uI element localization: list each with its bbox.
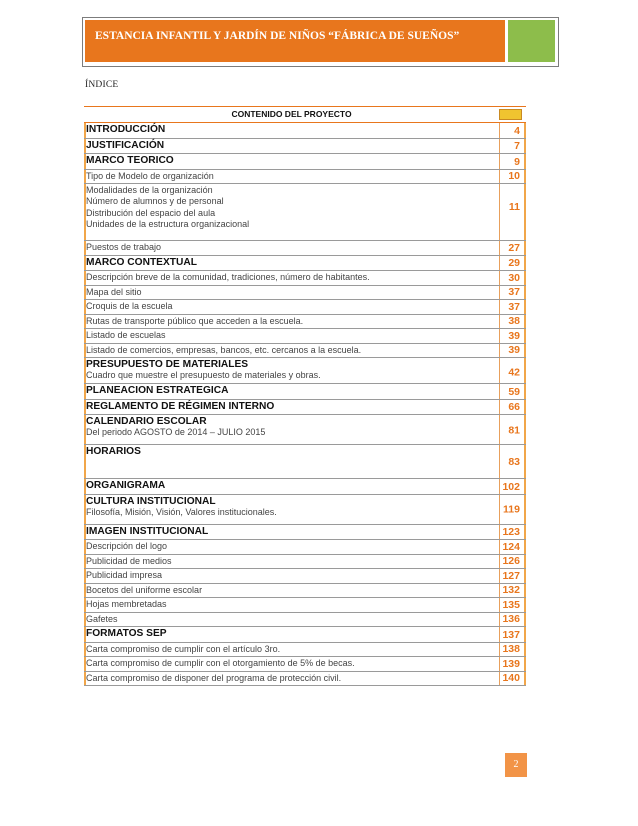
toc-row (84, 657, 526, 672)
row-divider (499, 627, 500, 642)
toc-page-number: 81 (508, 424, 520, 437)
index-title: ÍNDICE (85, 80, 119, 90)
toc-row (84, 315, 526, 330)
page-number: 2 (505, 753, 527, 777)
toc-page-number: 39 (508, 344, 520, 357)
toc-page-number: 139 (502, 657, 520, 670)
toc-entry (84, 569, 488, 581)
toc-entry-line: Tipo de Modelo de organización (86, 170, 214, 181)
toc-page-number: 59 (508, 385, 520, 398)
row-divider (499, 139, 500, 154)
toc-entry-line: Distribución del espacio del aula (86, 207, 216, 218)
toc-page-number: 27 (508, 241, 520, 254)
row-divider (499, 154, 500, 169)
toc-row (84, 329, 526, 344)
row-divider (499, 569, 500, 583)
toc-page-number: 37 (508, 286, 520, 299)
toc-entry (84, 300, 488, 312)
row-divider (499, 184, 500, 240)
toc-row (84, 584, 526, 599)
toc-page-number: 83 (508, 455, 520, 468)
toc-header-page-box (499, 109, 522, 120)
toc-page-number: 135 (502, 598, 520, 611)
toc-entry (84, 525, 488, 537)
row-divider (499, 329, 500, 343)
toc-entry-line: INTRODUCCIÓN (86, 124, 166, 135)
toc-row (84, 540, 526, 555)
toc-page-number: 127 (502, 569, 520, 582)
toc-entry-line: Carta compromiso de cumplir con el otorgamiento de 5% de becas. (86, 658, 355, 669)
toc-page-number: 136 (502, 613, 520, 626)
toc-page-number: 30 (508, 271, 520, 284)
toc-entry (84, 154, 488, 166)
row-divider (499, 286, 500, 300)
header-accent-block (508, 20, 555, 62)
toc-row (84, 256, 526, 272)
toc-page-number: 11 (508, 201, 520, 214)
toc-entry (84, 540, 488, 552)
toc-entry (84, 123, 488, 135)
row-divider (499, 613, 500, 627)
toc-entry (84, 384, 488, 396)
row-divider (499, 358, 500, 383)
toc-entry (84, 271, 488, 283)
toc-page-number: 123 (502, 526, 520, 539)
toc-entry (84, 170, 488, 182)
toc-entry-line: Filosofía, Misión, Visión, Valores institucionales. (86, 506, 277, 517)
toc-entry (84, 358, 488, 381)
toc-page-number: 29 (508, 257, 520, 270)
toc-entry-line: Unidades de la estructura organizacional (86, 218, 250, 229)
document-header-title: ESTANCIA INFANTIL Y JARDÍN DE NIÑOS “FÁBRICA DE SUEÑOS” (85, 20, 505, 62)
toc-entry-line: Del periodo AGOSTO de 2014 – JULIO 2015 (86, 427, 266, 438)
toc-row (84, 286, 526, 301)
toc-page-number: 4 (514, 124, 520, 137)
row-divider (499, 643, 500, 657)
toc-entry-line: Rutas de transporte público que acceden a la escuela. (86, 315, 304, 326)
toc-row (84, 139, 526, 155)
row-divider (499, 657, 500, 671)
row-divider (499, 271, 500, 285)
toc-entry-line: FORMATOS SEP (86, 628, 167, 640)
toc-entry-line: Listado de escuelas (86, 330, 166, 341)
toc-entry-line: IMAGEN INSTITUCIONAL (86, 525, 209, 537)
toc-entry-line: ORGANIGRAMA (86, 480, 166, 492)
row-divider (499, 241, 500, 255)
toc-entry (84, 613, 488, 625)
toc-entry-line: Croquis de la escuela (86, 301, 173, 312)
toc-page-number: 140 (502, 672, 520, 685)
toc-entry-line: Mapa del sitio (86, 286, 142, 297)
row-divider (499, 415, 500, 444)
toc-row (84, 271, 526, 286)
toc-entry (84, 627, 488, 639)
toc-row (84, 627, 526, 643)
toc-entry-line: Gafetes (86, 613, 118, 624)
toc-entry-heading: CULTURA INSTITUCIONAL (86, 495, 216, 507)
toc-row (84, 123, 526, 139)
toc-page-number: 38 (508, 315, 520, 328)
toc-entry (84, 256, 488, 268)
toc-row (84, 495, 526, 525)
toc-entry-line: Número de alumnos y de personal (86, 196, 224, 207)
toc-entry-line: Descripción del logo (86, 541, 168, 552)
toc-header-row (84, 106, 526, 123)
row-divider (499, 555, 500, 569)
toc-row (84, 598, 526, 613)
table-of-contents (84, 106, 526, 686)
toc-row (84, 613, 526, 628)
toc-row (84, 384, 526, 400)
toc-row (84, 643, 526, 658)
toc-entry (84, 672, 488, 684)
toc-entry (84, 657, 488, 669)
toc-entry-line: Listado de comercios, empresas, bancos, etc. cercanos a la escuela. (86, 344, 362, 355)
toc-row (84, 569, 526, 584)
row-divider (499, 672, 500, 686)
toc-entry (84, 329, 488, 341)
toc-header-label: CONTENIDO DEL PROYECTO (231, 109, 352, 119)
row-divider (499, 445, 500, 478)
toc-row (84, 525, 526, 541)
toc-page-number: 132 (502, 584, 520, 597)
toc-page-number: 126 (502, 555, 520, 568)
toc-entry (84, 286, 488, 298)
toc-row (84, 300, 526, 315)
toc-entry-line: Carta compromiso de disponer del programa de protección civil. (86, 672, 342, 683)
toc-entry-heading: CALENDARIO ESCOLAR (86, 416, 207, 428)
toc-row (84, 241, 526, 256)
toc-page-number: 66 (508, 401, 520, 414)
toc-page-number: 138 (502, 643, 520, 656)
toc-entry (84, 184, 488, 230)
row-divider (499, 525, 500, 540)
toc-entry-line: Modalidades de la organización (86, 185, 213, 195)
toc-entry (84, 495, 488, 518)
toc-entry-line: Hojas membretadas (86, 599, 167, 610)
toc-entry-line: MARCO CONTEXTUAL (86, 256, 197, 268)
toc-entry (84, 598, 488, 610)
row-divider (499, 584, 500, 598)
toc-entry (84, 479, 488, 491)
toc-row (84, 358, 526, 384)
toc-row (84, 445, 526, 479)
toc-entry-line: Bocetos del uniforme escolar (86, 584, 203, 595)
row-divider (499, 479, 500, 494)
toc-row (84, 672, 526, 687)
toc-entry (84, 555, 488, 567)
toc-page-number: 10 (508, 170, 520, 182)
toc-entry-heading: HORARIOS (86, 446, 141, 458)
toc-row (84, 415, 526, 445)
toc-entry-line: Carta compromiso de cumplir con el artículo 3ro. (86, 643, 281, 654)
toc-row (84, 154, 526, 170)
toc-entry-line: MARCO TEORICO (86, 155, 174, 166)
toc-row (84, 170, 526, 185)
toc-entry (84, 415, 488, 438)
toc-page-number: 9 (514, 155, 520, 168)
toc-entry (84, 344, 488, 356)
row-divider (499, 170, 500, 184)
row-divider (499, 315, 500, 329)
toc-page-number: 7 (514, 140, 520, 152)
row-divider (499, 540, 500, 554)
toc-entry (84, 584, 488, 596)
toc-rows (84, 123, 526, 686)
row-divider (499, 123, 500, 138)
toc-page-number: 137 (502, 628, 520, 641)
row-divider (499, 495, 500, 524)
toc-entry-line: REGLAMENTO DE RÉGIMEN INTERNO (86, 400, 275, 412)
toc-entry-line: Descripción breve de la comunidad, tradiciones, número de habitantes. (86, 272, 370, 283)
row-divider (499, 300, 500, 314)
row-divider (499, 256, 500, 271)
toc-entry-line: Publicidad de medios (86, 555, 172, 566)
toc-row (84, 555, 526, 570)
row-divider (499, 400, 500, 415)
toc-entry-line: JUSTIFICACIÓN (86, 139, 165, 151)
toc-row (84, 479, 526, 495)
toc-entry-line: Publicidad impresa (86, 570, 163, 581)
row-divider (499, 598, 500, 612)
toc-entry (84, 241, 488, 253)
toc-entry-line: PLANEACION ESTRATEGICA (86, 385, 229, 397)
toc-entry (84, 445, 488, 457)
toc-entry (84, 643, 488, 655)
toc-page-number: 39 (508, 329, 520, 342)
toc-page-number: 42 (508, 366, 520, 379)
toc-page-number: 102 (502, 480, 520, 493)
row-divider (499, 384, 500, 399)
row-divider (499, 344, 500, 358)
toc-entry-line: Cuadro que muestre el presupuesto de materiales y obras. (86, 370, 321, 381)
toc-row (84, 184, 526, 241)
toc-entry (84, 139, 488, 151)
toc-entry (84, 315, 488, 327)
toc-entry (84, 400, 488, 412)
toc-row (84, 344, 526, 359)
toc-page-number: 119 (503, 503, 520, 516)
toc-page-number: 37 (508, 300, 520, 313)
toc-row (84, 400, 526, 416)
toc-page-number: 124 (502, 540, 520, 553)
toc-entry-line: Puestos de trabajo (86, 242, 162, 253)
toc-entry-heading: PRESUPUESTO DE MATERIALES (86, 359, 249, 371)
